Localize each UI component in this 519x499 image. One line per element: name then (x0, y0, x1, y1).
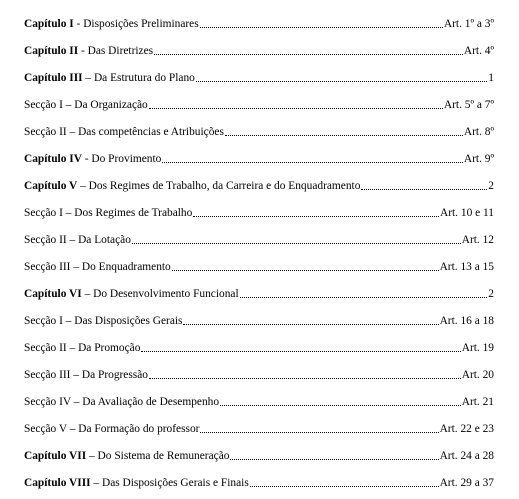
toc-entry-section-6-4[interactable] (24, 391, 494, 409)
toc-entry-title: Secção II – Das competências e Atribuições (24, 126, 224, 138)
toc-dot-leader (141, 350, 460, 352)
toc-chapter-label: Capítulo IV (24, 153, 82, 165)
toc-dot-leader (196, 80, 487, 82)
toc-dot-leader (361, 188, 487, 190)
toc-article-ref: Art. 12 (461, 234, 494, 246)
toc-chapter-label: Capítulo III (24, 72, 83, 84)
toc-entry-section-5-1[interactable] (24, 202, 494, 220)
toc-article-ref: Art. 20 (461, 369, 494, 381)
toc-entry-title: Secção V – Da Formação do professor (24, 423, 200, 435)
toc-entry-title: Secção I – Das Disposições Gerais (24, 315, 183, 327)
toc-dot-leader (172, 269, 439, 271)
toc-dot-leader (183, 323, 438, 325)
toc-entry-section-6-3[interactable] (24, 364, 494, 382)
toc-entry-chapter-5[interactable] (24, 175, 494, 193)
toc-chapter-label: Capítulo V (24, 180, 78, 192)
toc-entry-chapter-1[interactable] (24, 13, 494, 31)
toc-entry-title: - Das Diretrizes (78, 45, 154, 57)
toc-entry-title: – Do Desenvolvimento Funcional (81, 288, 239, 300)
toc-dot-leader (154, 53, 463, 55)
toc-chapter-label: Capítulo VI (24, 288, 82, 300)
toc-article-ref: Art. 16 a 18 (439, 315, 494, 327)
toc-entry-section-3-1[interactable] (24, 94, 494, 112)
toc-entry-chapter-7[interactable] (24, 445, 494, 463)
toc-chapter-label: Capítulo VIII (24, 477, 91, 489)
toc-page-ref: 1 (488, 72, 494, 84)
toc-entry-section-5-3[interactable] (24, 256, 494, 274)
toc-entry-title: Secção III – Da Progressão (24, 369, 148, 381)
toc-dot-leader (220, 404, 461, 406)
toc-article-ref: Art. 13 a 15 (439, 261, 494, 273)
toc-page-ref: 2 (488, 288, 494, 300)
toc-entry-chapter-6[interactable] (24, 283, 494, 301)
toc-article-ref: Art. 22 e 23 (439, 423, 494, 435)
toc-article-ref: Art. 21 (461, 396, 494, 408)
toc-article-ref: Art. 24 a 28 (439, 450, 494, 462)
toc-dot-leader (132, 242, 461, 244)
toc-article-ref: Art. 4º (463, 45, 494, 57)
toc-entry-title: Secção II – Da Promoção (24, 342, 141, 354)
toc-entry-title: – Do Sistema de Remuneração (86, 450, 230, 462)
toc-dot-leader (200, 26, 443, 28)
toc-dot-leader (149, 107, 443, 109)
toc-entry-section-6-2[interactable] (24, 337, 494, 355)
toc-entry-section-3-2[interactable] (24, 121, 494, 139)
toc-entry-title: – Das Disposições Gerais e Finais (90, 477, 249, 489)
toc-dot-leader (162, 161, 463, 163)
toc-chapter-label: Capítulo VII (24, 450, 87, 462)
toc-article-ref: Art. 5º a 7º (443, 99, 494, 111)
toc-entry-chapter-2[interactable] (24, 40, 494, 58)
toc-entry-section-6-5[interactable] (24, 418, 494, 436)
toc-dot-leader (250, 485, 439, 487)
toc-dot-leader (230, 458, 438, 460)
toc-dot-leader (240, 296, 488, 298)
toc-article-ref: Art. 19 (461, 342, 494, 354)
toc-entry-title: - Do Provimento (81, 153, 162, 165)
toc-entry-chapter-4[interactable] (24, 148, 494, 166)
toc-article-ref: Art. 10 e 11 (440, 207, 494, 219)
toc-entry-title: – Dos Regimes de Trabalho, da Carreira e do Enquadramento (77, 180, 361, 192)
toc-entry-title: Secção I – Da Organização (24, 99, 148, 111)
toc-dot-leader (149, 377, 461, 379)
toc-dot-leader (200, 431, 438, 433)
toc-chapter-label: Capítulo I (24, 18, 74, 30)
toc-dot-leader (193, 215, 439, 217)
toc-dot-leader (225, 134, 463, 136)
toc-entry-title: Secção IV – Da Avaliação de Desempenho (24, 396, 220, 408)
toc-entry-title: Secção II – Da Lotação (24, 234, 131, 246)
toc-entry-chapter-3[interactable] (24, 67, 494, 85)
toc-article-ref: Art. 1º a 3º (443, 18, 494, 30)
toc-entry-title: Secção I – Dos Regimes de Trabalho (24, 207, 193, 219)
toc-article-ref: Art. 9º (463, 153, 494, 165)
toc-entry-title: - Disposições Preliminares (73, 18, 199, 30)
toc-entry-title: Secção III – Do Enquadramento (24, 261, 171, 273)
toc-entry-chapter-8[interactable] (24, 472, 494, 490)
toc-entry-section-6-1[interactable] (24, 310, 494, 328)
toc-article-ref: Art. 8º (463, 126, 494, 138)
toc-entry-section-5-2[interactable] (24, 229, 494, 247)
toc-page-ref: 2 (488, 180, 494, 192)
toc-chapter-label: Capítulo II (24, 45, 79, 57)
toc-article-ref: Art. 29 a 37 (439, 477, 494, 489)
toc-entry-title: – Da Estrutura do Plano (82, 72, 195, 84)
